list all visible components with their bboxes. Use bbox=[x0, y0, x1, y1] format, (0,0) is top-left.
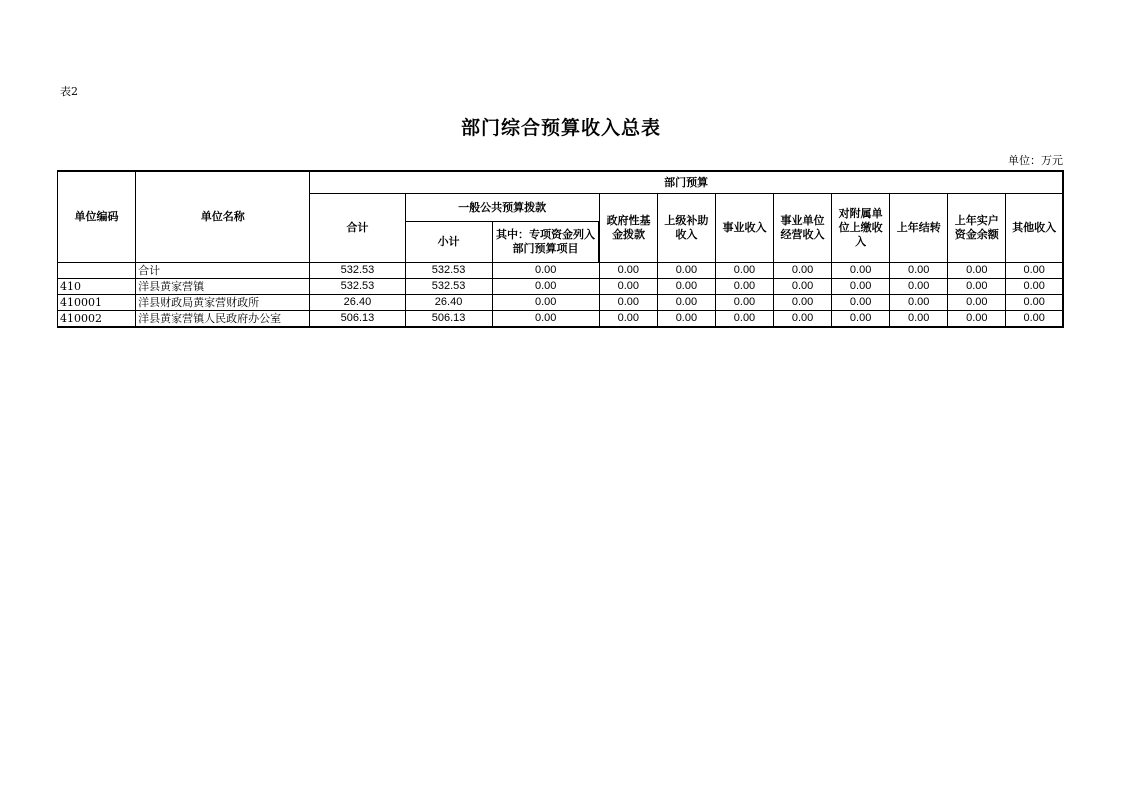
cell-prior-year-balance: 0.00 bbox=[948, 279, 1006, 295]
cell-other-income: 0.00 bbox=[1006, 279, 1063, 295]
cell-special-project: 0.00 bbox=[492, 263, 599, 279]
cell-affiliated-remit: 0.00 bbox=[832, 279, 890, 295]
cell-superior-subsidy: 0.00 bbox=[657, 263, 715, 279]
cell-subtotal: 26.40 bbox=[405, 295, 492, 311]
header-special-project: 其中：专项资金列入部门预算项目 bbox=[492, 222, 599, 263]
cell-total: 26.40 bbox=[310, 295, 405, 311]
header-general-public: 一般公共预算拨款 bbox=[405, 194, 599, 222]
cell-special-project: 0.00 bbox=[492, 295, 599, 311]
cell-prior-year-carryover: 0.00 bbox=[890, 295, 948, 311]
cell-prior-year-carryover: 0.00 bbox=[890, 263, 948, 279]
cell-affiliated-remit: 0.00 bbox=[832, 311, 890, 328]
header-total: 合计 bbox=[310, 194, 405, 263]
header-subtotal: 小计 bbox=[405, 222, 492, 263]
cell-other-income: 0.00 bbox=[1006, 263, 1063, 279]
cell-business-income: 0.00 bbox=[715, 295, 773, 311]
header-business-income: 事业收入 bbox=[715, 194, 773, 263]
cell-prior-year-balance: 0.00 bbox=[948, 263, 1006, 279]
cell-gov-fund: 0.00 bbox=[599, 279, 657, 295]
header-code: 单位编码 bbox=[58, 171, 136, 263]
header-other-income: 其他收入 bbox=[1006, 194, 1063, 263]
table-header bbox=[58, 171, 1064, 263]
cell-special-project: 0.00 bbox=[492, 279, 599, 295]
cell-subtotal: 532.53 bbox=[405, 279, 492, 295]
cell-other-income: 0.00 bbox=[1006, 295, 1063, 311]
cell-business-income: 0.00 bbox=[715, 279, 773, 295]
cell-affiliated-remit: 0.00 bbox=[832, 263, 890, 279]
cell-business-unit-operating: 0.00 bbox=[774, 279, 832, 295]
cell-special-project: 0.00 bbox=[492, 311, 599, 328]
cell-superior-subsidy: 0.00 bbox=[657, 279, 715, 295]
header-gov-fund: 政府性基金拨款 bbox=[599, 194, 657, 263]
header-superior-subsidy: 上级补助收入 bbox=[657, 194, 715, 263]
header-prior-year-carryover: 上年结转 bbox=[890, 194, 948, 263]
cell-prior-year-balance: 0.00 bbox=[948, 295, 1006, 311]
table-row bbox=[58, 311, 1064, 328]
cell-total: 532.53 bbox=[310, 263, 405, 279]
header-affiliated-remit: 对附属单位上缴收入 bbox=[832, 194, 890, 263]
page-title: 部门综合预算收入总表 bbox=[460, 117, 661, 139]
row-name: 洋县黄家营镇人民政府办公室 bbox=[136, 311, 310, 328]
cell-gov-fund: 0.00 bbox=[599, 263, 657, 279]
table-row bbox=[58, 295, 1064, 311]
header-name: 单位名称 bbox=[136, 171, 310, 263]
table-body bbox=[58, 263, 1064, 328]
cell-gov-fund: 0.00 bbox=[599, 311, 657, 328]
table-row bbox=[58, 263, 1064, 279]
cell-prior-year-carryover: 0.00 bbox=[890, 279, 948, 295]
header-business-unit-operating: 事业单位经营收入 bbox=[774, 194, 832, 263]
row-code: 410002 bbox=[58, 311, 136, 328]
header-dept-budget: 部门预算 bbox=[310, 171, 1063, 194]
cell-gov-fund: 0.00 bbox=[599, 295, 657, 311]
cell-business-income: 0.00 bbox=[715, 311, 773, 328]
cell-subtotal: 506.13 bbox=[405, 311, 492, 328]
sheet-label: 表2 bbox=[60, 85, 78, 98]
cell-superior-subsidy: 0.00 bbox=[657, 295, 715, 311]
row-name: 洋县财政局黄家营财政所 bbox=[136, 295, 310, 311]
row-name: 洋县黄家营镇 bbox=[136, 279, 310, 295]
row-code: 410001 bbox=[58, 295, 136, 311]
unit-label: 单位：万元 bbox=[1008, 154, 1063, 167]
cell-affiliated-remit: 0.00 bbox=[832, 295, 890, 311]
table-row bbox=[58, 279, 1064, 295]
budget-table bbox=[57, 170, 1064, 328]
cell-total: 506.13 bbox=[310, 311, 405, 328]
cell-prior-year-carryover: 0.00 bbox=[890, 311, 948, 328]
cell-total: 532.53 bbox=[310, 279, 405, 295]
cell-prior-year-balance: 0.00 bbox=[948, 311, 1006, 328]
header-prior-year-balance: 上年实户资金余额 bbox=[948, 194, 1006, 263]
row-name: 合计 bbox=[136, 263, 310, 279]
row-code bbox=[58, 263, 136, 279]
row-code: 410 bbox=[58, 279, 136, 295]
cell-superior-subsidy: 0.00 bbox=[657, 311, 715, 328]
cell-business-income: 0.00 bbox=[715, 263, 773, 279]
cell-business-unit-operating: 0.00 bbox=[774, 295, 832, 311]
cell-business-unit-operating: 0.00 bbox=[774, 263, 832, 279]
cell-subtotal: 532.53 bbox=[405, 263, 492, 279]
cell-business-unit-operating: 0.00 bbox=[774, 311, 832, 328]
cell-other-income: 0.00 bbox=[1006, 311, 1063, 328]
